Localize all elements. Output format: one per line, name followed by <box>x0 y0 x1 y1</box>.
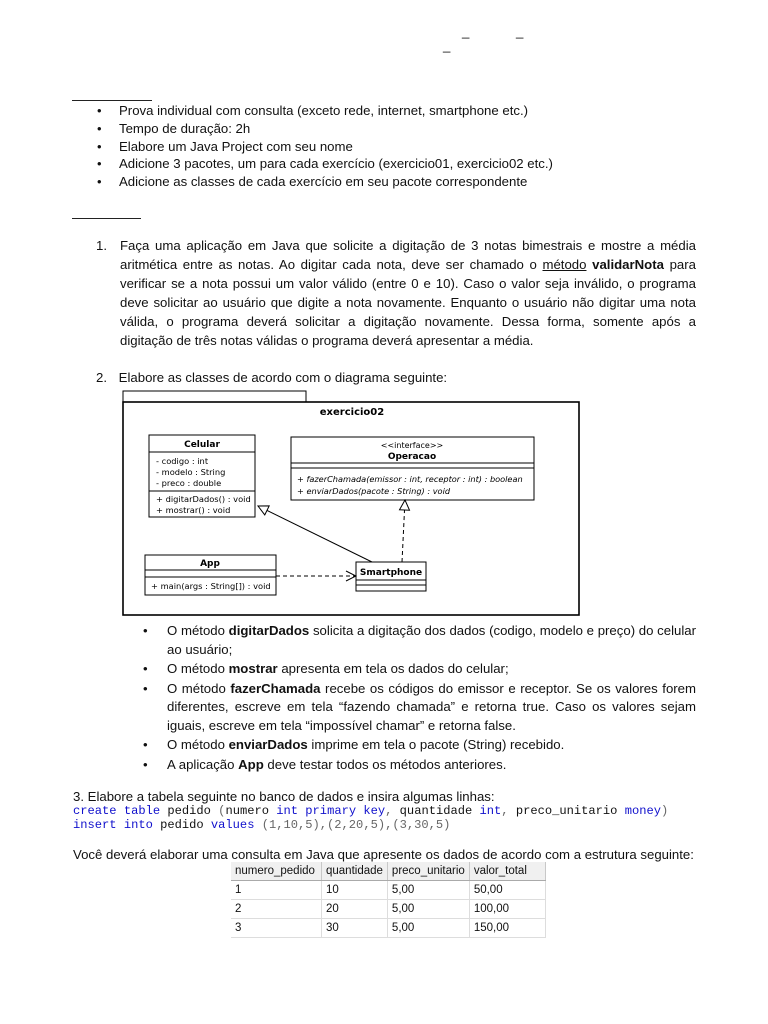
class-app <box>145 555 276 595</box>
header-mark: _ <box>516 24 524 39</box>
operation: + main(args : String[]) : void <box>151 581 271 591</box>
table-row <box>231 881 545 900</box>
q1-text-b: para verificar se a nota possui um valor válido (entre 0 e 10). Caso o valor seja inválido, o programa deve solicitar ao usuário que digite a nota novamente. Enquanto o usuário não digitar uma nota válida, o programa deverá solicitar a digitação novamente. Dessa forma, somente após a digitação de três notas válidas o programa deverá apresentar a média. <box>120 257 696 348</box>
column-header: numero_pedido <box>231 862 322 881</box>
header-mark: _ <box>443 38 451 53</box>
package-name: exercicio02 <box>319 407 385 418</box>
operation: + digitarDados() : void <box>156 494 251 504</box>
cell: 50,00 <box>469 881 545 900</box>
question-3-outro: Você deverá elaborar uma consulta em Java que apresente os dados de acordo com a estrutura seguinte: <box>73 847 694 862</box>
list-item: • O método enviarDados imprime em tela o pacote (String) recebido. <box>143 736 696 755</box>
cell: 5,00 <box>387 900 469 919</box>
q1-text-a: Faça uma aplicação em Java que solicite a digitação de 3 notas bimestrais e mostre a média aritmética entre as notas. Ao digitar cada nota, deve ser chamado o <box>120 238 696 272</box>
interface-operacao <box>291 437 534 500</box>
cell: 20 <box>322 900 388 919</box>
attribute: - preco : double <box>156 478 222 488</box>
cell: 2 <box>231 900 322 919</box>
class-name: Celular <box>184 440 220 450</box>
list-item: • Elabore um Java Project com seu nome <box>97 138 553 156</box>
cell: 150,00 <box>469 919 545 938</box>
attribute: - modelo : String <box>156 467 226 477</box>
table-row <box>231 919 545 938</box>
operation: + fazerChamada(emissor : int, receptor : int) : boolean <box>297 474 523 484</box>
list-item: • Adicione 3 pacotes, um para cada exercício (exercicio01, exercicio02 etc.) <box>97 155 553 173</box>
cell: 10 <box>322 881 388 900</box>
column-header: quantidade <box>322 862 388 881</box>
package-tab <box>123 391 306 402</box>
q1-validarnota: validarNota <box>592 257 664 272</box>
stereotype: <<interface>> <box>380 441 444 450</box>
sql-create-line: create table pedido (numero int primary key, quantidade int, preco_unitario money) <box>73 804 669 818</box>
list-item: • O método fazerChamada recebe os códigos do emissor e receptor. Se os valores forem diferentes, escreve em tela “fazendo chamada” e retorna true. Caso os valores sejam iguais, escreve em tela “impossível chamar” e retorna false. <box>143 680 696 736</box>
list-item: • Tempo de duração: 2h <box>97 120 553 138</box>
table-row <box>231 900 545 919</box>
list-item: • Adicione as classes de cada exercício em seu pacote correspondente <box>97 173 553 191</box>
table-header-row <box>231 862 545 881</box>
q1-method-word: método <box>542 257 587 272</box>
column-header: valor_total <box>469 862 545 881</box>
class-smartphone <box>356 562 426 591</box>
list-item: • A aplicação App deve testar todos os métodos anteriores. <box>143 756 696 775</box>
cell: 1 <box>231 881 322 900</box>
operation: + mostrar() : void <box>156 505 231 515</box>
question-number: 1. <box>96 238 107 253</box>
cell: 5,00 <box>387 919 469 938</box>
operation: + enviarDados(pacote : String) : void <box>297 486 451 496</box>
column-header: preco_unitario <box>387 862 469 881</box>
header-mark: _ <box>462 24 470 39</box>
interface-name: Operacao <box>387 452 437 462</box>
sql-insert-line: insert into pedido values (1,10,5),(2,20,5),(3,30,5) <box>73 818 451 832</box>
cell: 100,00 <box>469 900 545 919</box>
attribute: - codigo : int <box>156 456 209 466</box>
list-item: • O método mostrar apresenta em tela os dados do celular; <box>143 660 696 679</box>
question-number: 2. <box>96 370 107 385</box>
question-text: Elabore as classes de acordo com o diagrama seguinte: <box>118 370 448 385</box>
cell: 30 <box>322 919 388 938</box>
q2-requirements <box>143 622 696 775</box>
list-item: • Prova individual com consulta (exceto rede, internet, smartphone etc.) <box>97 102 553 120</box>
list-item: • O método digitarDados solicita a digitação dos dados (codigo, modelo e preço) do celular ao usuário; <box>143 622 696 659</box>
class-celular <box>149 435 255 517</box>
result-table <box>231 862 546 938</box>
class-name: Smartphone <box>359 568 423 578</box>
cell: 3 <box>231 919 322 938</box>
question-3-intro: 3. Elabore a tabela seguinte no banco de dados e insira algumas linhas: <box>73 789 495 804</box>
cell: 5,00 <box>387 881 469 900</box>
class-name: App <box>200 559 220 569</box>
